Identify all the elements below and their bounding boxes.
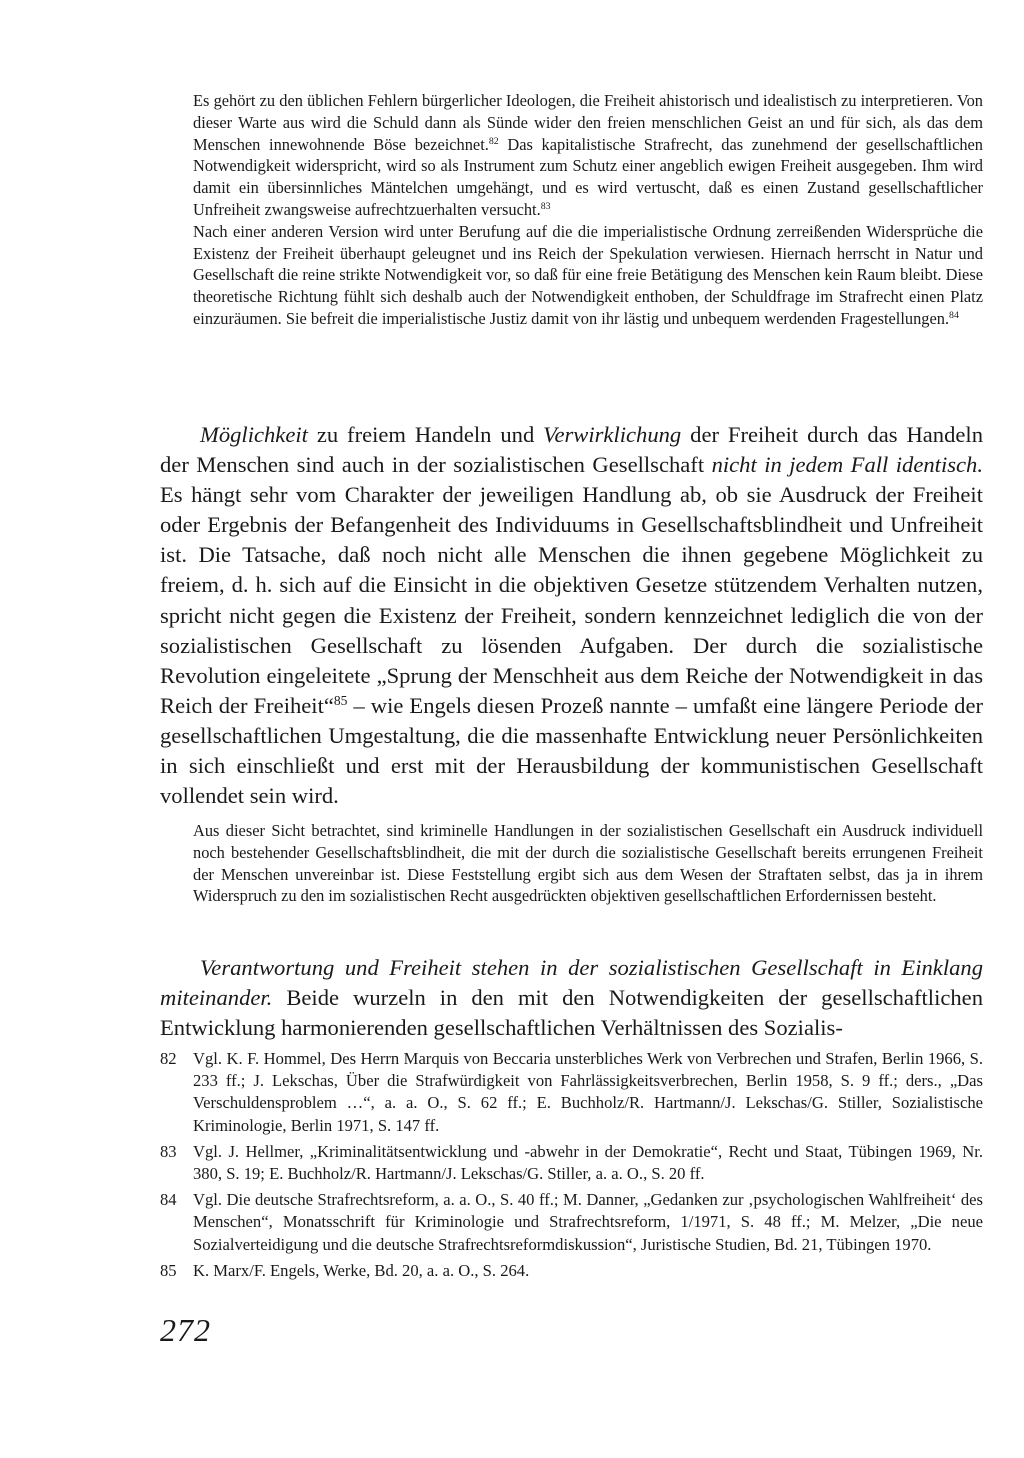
emphasis: nicht in jedem Fall identisch. bbox=[711, 452, 983, 478]
footnote-number: 84 bbox=[160, 1190, 177, 1210]
footnote-number: 85 bbox=[160, 1260, 177, 1280]
footnote bbox=[160, 1141, 983, 1185]
footnote-number: 82 bbox=[160, 1049, 177, 1068]
footnote bbox=[160, 1260, 983, 1282]
small-print-block-2 bbox=[193, 820, 983, 907]
paragraph bbox=[193, 221, 983, 330]
footnote-text: Vgl. J. Hellmer, „Kriminalitätsentwicklung und -abwehr in der Demokratie“, Recht und Staat, Tübingen 1969, Nr. 380, S. 19; E. Buchholz/R. Hartmann/J. Lekschas/G. Stiller, a. a. O., S. 20 ff. bbox=[193, 1141, 983, 1184]
paragraph: Aus dieser Sicht betrachtet, sind kriminelle Handlungen in der sozialistischen Gesellschaft ein Ausdruck individuell noch bestehender Gesellschaftsblindheit, die mit der durch die sozialistische Gesellschaft bereits errungenen Freiheit der Menschen unvereinbar ist. Diese Feststellung ergibt sich aus dem Wesen der Straftaten selbst, das ja in ihrem Widerspruch zu den im sozialistischen Recht ausgedrückten objektiven gesellschaftlichen Erfordernissen besteht. bbox=[193, 821, 983, 906]
text: Das kapitalistische Strafrecht, das zunehmend der gesellschaftlichen Notwendigkeit widerspricht, wird so als Instrument zum Schutz einer angeblich ewigen Freiheit ausgegeben. Ihm wird damit ein übersinnliches Mäntelchen umgehängt, und es wird vertuscht, daß es einen Zustand gesellschaftlicher Unfreiheit zwangsweise aufrechtzuerhalten versucht. bbox=[193, 134, 984, 219]
footnote bbox=[160, 1189, 983, 1256]
main-text-block-2 bbox=[160, 953, 983, 1043]
paragraph bbox=[160, 420, 983, 811]
footnote-ref: 83 bbox=[540, 201, 551, 213]
footnote-ref: 82 bbox=[488, 135, 499, 147]
footnote-ref: 85 bbox=[333, 692, 348, 708]
footnote-text: Vgl. Die deutsche Strafrechtsreform, a. a. O., S. 40 ff.; M. Danner, „Gedanken zur ‚psychologischen Wahlfreiheit‘ des Menschen“, Monatsschrift für Kriminologie und Strafrechtsreform, 1/1971, S. 48 ff.; M. Melzer, „Die neue Sozialverteidigung und die deutsche Strafrechtsreformdiskussion“, Juristische Studien, Bd. 21, Tübingen 1970. bbox=[193, 1190, 983, 1254]
text: der Freiheit durch das Handeln der Menschen sind auch in der sozialistischen Gesellschaft bbox=[160, 422, 983, 478]
text: zu freiem Handeln und bbox=[307, 422, 544, 447]
small-print-block-1 bbox=[193, 90, 983, 330]
text: Beide wurzeln in den mit den Notwendigkeiten der gesellschaftlichen Entwicklung harmonierenden gesellschaftlichen Verhältnissen des Sozialis- bbox=[160, 985, 983, 1041]
text: Es hängt sehr vom Charakter der jeweiligen Handlung ab, ob sie Ausdruck der Freiheit oder Ergebnis der Befangenheit des Individuums in Gesellschaftsblindheit und Unfreiheit ist. Die Tatsache, daß noch nicht alle Menschen die ihnen gegebene Möglichkeit zu freiem, d. h. sich auf die Einsicht in die objektiven Gesetze stützendem Verhalten nutzen, spricht nicht gegen die Existenz der Freiheit, sondern kennzeichnet lediglich die von der sozialistischen Gesellschaft zu lösenden Aufgaben. Der durch die sozialistische Revolution eingeleitete „Sprung der Menschheit aus dem Reiche der Notwendigkeit in das Reich der Freiheit“ bbox=[160, 482, 983, 718]
footnote-text: Vgl. K. F. Hommel, Des Herrn Marquis von Beccaria unsterbliches Werk von Verbrechen und Strafen, Berlin 1966, S. 233 ff.; J. Lekschas, Über die Strafwürdigkeit von Fahrlässigkeitsverbrechen, Berlin 1958, S. 9 ff.; ders., „Das Verschuldensproblem …“, a. a. O., S. 62 ff.; E. Buchholz/R. Hartmann/J. Lekschas/G. Stiller, Sozialistische Kriminologie, Berlin 1971, S. 147 ff. bbox=[193, 1049, 983, 1135]
paragraph bbox=[160, 953, 983, 1043]
page-number: 272 bbox=[160, 1312, 211, 1348]
main-text-block-1 bbox=[160, 420, 983, 811]
paragraph bbox=[193, 90, 983, 221]
text: Es gehört zu den üblichen Fehlern bürgerlicher Ideologen, die Freiheit ahistorisch und idealistisch zu interpretieren. Von dieser Warte aus wird die Schuld dann als Sünde wider den freien menschlichen Geist an und für sich, als das dem Menschen innewohnende Böse bezeichnet. bbox=[193, 91, 983, 154]
footnote-number: 83 bbox=[160, 1141, 177, 1161]
footnote-ref: 84 bbox=[949, 310, 959, 322]
emphasis: Verwirklichung bbox=[543, 422, 682, 447]
text: – wie Engels diesen Prozeß nannte – umfaßt eine längere Periode der gesellschaftlichen Umgestaltung, die die massenhafte Entwicklung neuer Persönlichkeiten in sich einschließt und erst mit der Herausbildung der kommunistischen Gesellschaft vollendet sein wird. bbox=[160, 692, 983, 809]
footnote-text: K. Marx/F. Engels, Werke, Bd. 20, a. a. O., S. 264. bbox=[193, 1260, 530, 1280]
emphasis: Verantwortung und Freiheit stehen in der sozialistischen Gesellschaft in Einklang miteinander. bbox=[160, 955, 983, 1011]
text: Nach einer anderen Version wird unter Berufung auf die die imperialistische Ordnung zerreißenden Widersprüche die Existenz der Freiheit überhaupt geleugnet und ins Reich der Spekulation verwiesen. Hiernach herrscht in Natur und Gesellschaft die reine strikte Notwendigkeit vor, so daß für eine freie Betätigung des Menschen kein Raum bleibt. Diese theoretische Richtung fühlt sich deshalb auch der Notwendigkeit enthoben, der Schuldfrage im Strafrecht einen Platz einzuräumen. Sie befreit die imperialistische Justiz damit von ihr lästig und unbequem werdenden Fragestellungen. bbox=[193, 221, 983, 328]
footnotes bbox=[160, 1048, 983, 1286]
footnote bbox=[160, 1048, 983, 1137]
emphasis: Möglichkeit bbox=[200, 422, 308, 447]
